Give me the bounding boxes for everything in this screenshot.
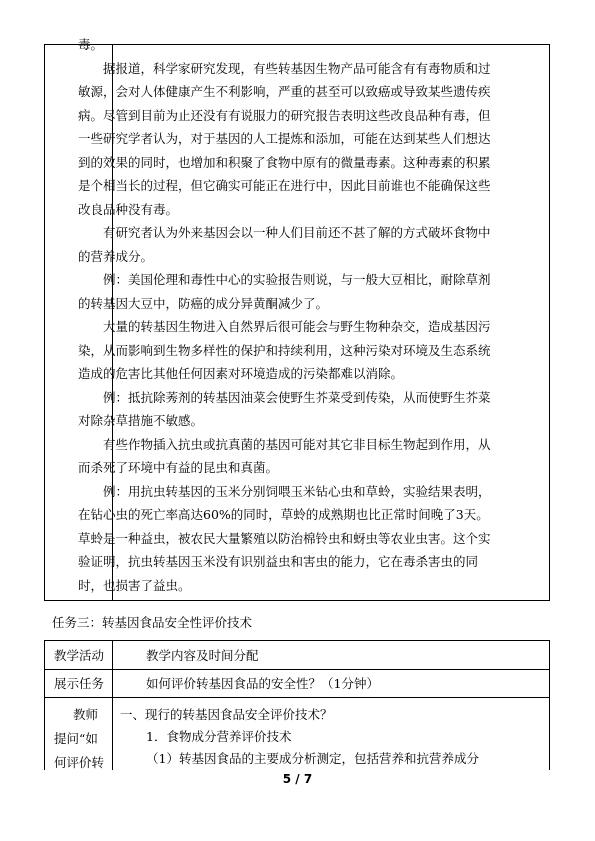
header-activity: 教学活动 [54,648,105,663]
row-label-task: 展示任务 [54,676,105,691]
row-label-teacher [54,703,106,775]
paragraph: 有研究者认为外来基因会以一种人们目前还不甚了解的方式破坏食物中的营养成分。 [78,225,491,264]
paragraph: 例：美国伦理和毒性中心的实验报告则说，与一般大豆相比，耐除草剂的转基因大豆中，防癌的成分异黄酮减少了。 [78,272,491,311]
content-line: 一、现行的转基因食品安全评价技术？ [120,707,333,722]
label-line: 提问“如 [54,731,98,746]
teaching-table [44,640,550,770]
label-line: 教师 [73,707,99,722]
paragraph: 例：用抗虫转基因的玉米分别饲喂玉米钻心虫和草蛉，实验结果表明，在钻心虫的死亡率高达60%的同时，草蛉的成熟期也比正常时间晚了3天。草蛉是一种益虫，被农民大量繁殖以防治棉铃虫和蚜虫等农业虫害。这个实验证明，抗虫转基因玉米没有识别益虫和害虫的能力，它在毒杀害虫的同时，也损害了益虫。 [78,483,491,593]
paragraph: 有些作物插入抗虫或抗真菌的基因可能对其它非目标生物起到作用，从而杀死了环境中有益的昆虫和真菌。 [78,436,491,475]
content-line: （1）转基因食品的主要成分析测定，包括营养和抗营养成分 [146,751,479,766]
content-cell [78,33,496,597]
page-number: 5 / 7 [282,772,313,786]
row-divider [45,697,549,698]
paragraph: 例：抵抗除莠剂的转基因油菜会使野生芥菜受到传染，从而使野生芥菜对除杂草措施不敏感。 [78,389,491,428]
label-line: 何评价转 [54,755,105,770]
row-divider [45,669,549,670]
paragraph: 据报道，科学家研究发现，有些转基因生物产品可能含有有毒物质和过敏源，会对人体健康产生不利影响，严重的甚至可以致癌或导致某些遗传疾病。尽管到目前为止还没有有说服力的研究报告表明这些改良品种有毒，但一些研究学者认为，对于基因的人工提炼和添加，可能在达到某些人们想达到的效果的同时，也增加和积聚了食物中原有的微量毒素。这种毒素的积累是个相当长的过程，但它确实可能正在进行中，因此目前谁也不能确保这些改良品种没有毒。 [78,60,491,217]
header-content: 教学内容及时间分配 [146,648,259,663]
column-divider [112,641,113,770]
row-task-content: 如何评价转基因食品的安全性？（1分钟） [146,676,379,691]
content-line: 1．食物成分营养评价技术 [146,729,292,744]
task-title: 任务三：转基因食品安全性评价技术 [52,615,253,630]
paragraph-continuation: 毒。 [78,37,104,52]
paragraph: 大量的转基因生物进入自然界后很可能会与野生物种杂交，造成基因污染，从而影响到生物多样性的保护和持续利用，这种污染对环境及生态系统造成的危害比其他任何因素对环境造成的污染都难以消除。 [78,319,491,381]
